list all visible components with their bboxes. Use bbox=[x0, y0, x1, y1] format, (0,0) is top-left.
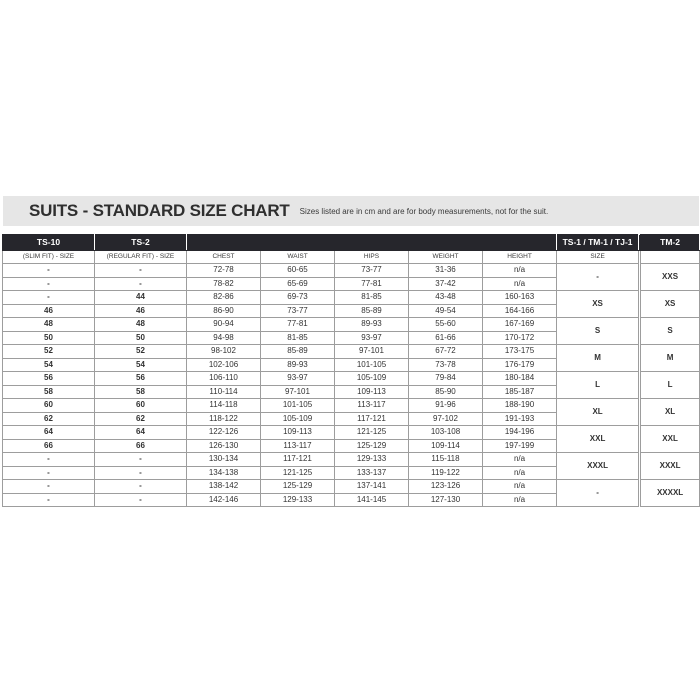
cell-ts2: - bbox=[95, 466, 187, 480]
cell-hips: 129-133 bbox=[335, 453, 409, 467]
cell-chest: 86-90 bbox=[187, 304, 261, 318]
cell-height: 191-193 bbox=[483, 412, 557, 426]
cell-tm2-size: M bbox=[641, 345, 700, 372]
cell-waist: 113-117 bbox=[261, 439, 335, 453]
cell-weight: 119-122 bbox=[409, 466, 483, 480]
cell-ts10: 58 bbox=[3, 385, 95, 399]
cell-weight: 67-72 bbox=[409, 345, 483, 359]
cell-waist: 109-113 bbox=[261, 426, 335, 440]
cell-hips: 117-121 bbox=[335, 412, 409, 426]
cell-height: 160-163 bbox=[483, 291, 557, 305]
cell-hips: 85-89 bbox=[335, 304, 409, 318]
cell-hips: 141-145 bbox=[335, 493, 409, 507]
cell-chest: 102-106 bbox=[187, 358, 261, 372]
cell-ts1-size: L bbox=[557, 372, 639, 399]
cell-hips: 105-109 bbox=[335, 372, 409, 386]
cell-hips: 109-113 bbox=[335, 385, 409, 399]
cell-height: 164-166 bbox=[483, 304, 557, 318]
cell-chest: 126-130 bbox=[187, 439, 261, 453]
cell-hips: 73-77 bbox=[335, 264, 409, 278]
cell-waist: 97-101 bbox=[261, 385, 335, 399]
cell-chest: 82-86 bbox=[187, 291, 261, 305]
sub-waist: WAIST bbox=[261, 251, 335, 264]
cell-hips: 101-105 bbox=[335, 358, 409, 372]
column-gap bbox=[639, 331, 641, 345]
cell-ts10: - bbox=[3, 291, 95, 305]
sub-height: HEIGHT bbox=[483, 251, 557, 264]
table-row bbox=[3, 426, 700, 440]
cell-hips: 81-85 bbox=[335, 291, 409, 305]
cell-height: n/a bbox=[483, 453, 557, 467]
cell-hips: 113-117 bbox=[335, 399, 409, 413]
cell-height: n/a bbox=[483, 466, 557, 480]
page-title: SUITS - STANDARD SIZE CHART bbox=[29, 201, 290, 220]
column-gap bbox=[639, 304, 641, 318]
cell-ts10: 66 bbox=[3, 439, 95, 453]
cell-ts2: - bbox=[95, 493, 187, 507]
cell-waist: 77-81 bbox=[261, 318, 335, 332]
table-row bbox=[3, 453, 700, 467]
cell-hips: 121-125 bbox=[335, 426, 409, 440]
cell-height: 167-169 bbox=[483, 318, 557, 332]
sub-hips: HIPS bbox=[335, 251, 409, 264]
cell-height: n/a bbox=[483, 264, 557, 278]
cell-ts1-size: - bbox=[557, 264, 639, 291]
cell-weight: 97-102 bbox=[409, 412, 483, 426]
cell-height: 180-184 bbox=[483, 372, 557, 386]
cell-height: 185-187 bbox=[483, 385, 557, 399]
col-ts2: TS-2 bbox=[95, 235, 187, 251]
title-note: Sizes listed are in cm and are for body measurements, not for the suit. bbox=[299, 206, 549, 216]
cell-weight: 85-90 bbox=[409, 385, 483, 399]
cell-height: 173-175 bbox=[483, 345, 557, 359]
table-row bbox=[3, 264, 700, 278]
cell-tm2-size: XXXL bbox=[641, 453, 700, 480]
cell-waist: 129-133 bbox=[261, 493, 335, 507]
cell-ts10: 54 bbox=[3, 358, 95, 372]
cell-height: 194-196 bbox=[483, 426, 557, 440]
column-gap bbox=[639, 277, 641, 291]
cell-weight: 127-130 bbox=[409, 493, 483, 507]
cell-ts1-size: XS bbox=[557, 291, 639, 318]
cell-weight: 37-42 bbox=[409, 277, 483, 291]
cell-height: 170-172 bbox=[483, 331, 557, 345]
cell-waist: 60-65 bbox=[261, 264, 335, 278]
col-measurements-header bbox=[187, 235, 557, 251]
cell-tm2-size: XL bbox=[641, 399, 700, 426]
cell-waist: 101-105 bbox=[261, 399, 335, 413]
cell-tm2-size: S bbox=[641, 318, 700, 345]
cell-ts10: 64 bbox=[3, 426, 95, 440]
cell-chest: 94-98 bbox=[187, 331, 261, 345]
cell-waist: 69-73 bbox=[261, 291, 335, 305]
cell-waist: 105-109 bbox=[261, 412, 335, 426]
cell-ts2: 66 bbox=[95, 439, 187, 453]
cell-weight: 109-114 bbox=[409, 439, 483, 453]
cell-ts2: 50 bbox=[95, 331, 187, 345]
cell-waist: 85-89 bbox=[261, 345, 335, 359]
cell-ts2: - bbox=[95, 453, 187, 467]
cell-height: 197-199 bbox=[483, 439, 557, 453]
cell-waist: 117-121 bbox=[261, 453, 335, 467]
cell-weight: 79-84 bbox=[409, 372, 483, 386]
cell-ts1-size: M bbox=[557, 345, 639, 372]
sub-ts2: (REGULAR FIT) - SIZE bbox=[95, 251, 187, 264]
cell-chest: 122-126 bbox=[187, 426, 261, 440]
col-ts10: TS-10 bbox=[3, 235, 95, 251]
cell-ts2: 56 bbox=[95, 372, 187, 386]
sub-ts10: (SLIM FIT) - SIZE bbox=[3, 251, 95, 264]
cell-ts10: 46 bbox=[3, 304, 95, 318]
cell-ts2: - bbox=[95, 264, 187, 278]
column-gap bbox=[639, 412, 641, 426]
sub-weight: WEIGHT bbox=[409, 251, 483, 264]
cell-ts10: - bbox=[3, 453, 95, 467]
cell-chest: 118-122 bbox=[187, 412, 261, 426]
cell-chest: 130-134 bbox=[187, 453, 261, 467]
cell-chest: 106-110 bbox=[187, 372, 261, 386]
cell-height: n/a bbox=[483, 480, 557, 494]
column-gap bbox=[639, 466, 641, 480]
cell-ts2: 46 bbox=[95, 304, 187, 318]
cell-tm2-size: XXL bbox=[641, 426, 700, 453]
cell-ts10: 60 bbox=[3, 399, 95, 413]
cell-waist: 81-85 bbox=[261, 331, 335, 345]
column-gap bbox=[639, 358, 641, 372]
cell-height: 188-190 bbox=[483, 399, 557, 413]
cell-ts10: 52 bbox=[3, 345, 95, 359]
cell-hips: 133-137 bbox=[335, 466, 409, 480]
cell-chest: 72-78 bbox=[187, 264, 261, 278]
cell-ts2: 64 bbox=[95, 426, 187, 440]
cell-weight: 43-48 bbox=[409, 291, 483, 305]
cell-ts10: - bbox=[3, 493, 95, 507]
cell-tm2-size: XXS bbox=[641, 264, 700, 291]
cell-ts10: 48 bbox=[3, 318, 95, 332]
cell-weight: 49-54 bbox=[409, 304, 483, 318]
cell-ts10: - bbox=[3, 480, 95, 494]
column-gap bbox=[639, 439, 641, 453]
cell-weight: 115-118 bbox=[409, 453, 483, 467]
cell-height: n/a bbox=[483, 277, 557, 291]
table-row bbox=[3, 345, 700, 359]
cell-ts2: 52 bbox=[95, 345, 187, 359]
cell-ts1-size: XXL bbox=[557, 426, 639, 453]
table-row bbox=[3, 318, 700, 332]
cell-ts10: 62 bbox=[3, 412, 95, 426]
cell-chest: 78-82 bbox=[187, 277, 261, 291]
col-ts1: TS-1 / TM-1 / TJ-1 bbox=[557, 235, 639, 251]
table-row bbox=[3, 480, 700, 494]
cell-ts2: 60 bbox=[95, 399, 187, 413]
cell-chest: 138-142 bbox=[187, 480, 261, 494]
cell-tm2-size: XXXXL bbox=[641, 480, 700, 507]
column-gap bbox=[639, 385, 641, 399]
cell-ts2: - bbox=[95, 480, 187, 494]
cell-ts10: - bbox=[3, 466, 95, 480]
cell-ts10: - bbox=[3, 264, 95, 278]
cell-ts2: 62 bbox=[95, 412, 187, 426]
cell-hips: 93-97 bbox=[335, 331, 409, 345]
size-chart-table bbox=[2, 234, 700, 507]
cell-chest: 90-94 bbox=[187, 318, 261, 332]
cell-ts2: - bbox=[95, 277, 187, 291]
cell-waist: 93-97 bbox=[261, 372, 335, 386]
cell-chest: 142-146 bbox=[187, 493, 261, 507]
cell-weight: 31-36 bbox=[409, 264, 483, 278]
cell-ts2: 44 bbox=[95, 291, 187, 305]
col-tm2: TM-2 bbox=[641, 235, 700, 251]
cell-ts1-size: XL bbox=[557, 399, 639, 426]
cell-height: 176-179 bbox=[483, 358, 557, 372]
cell-hips: 137-141 bbox=[335, 480, 409, 494]
cell-ts2: 48 bbox=[95, 318, 187, 332]
cell-weight: 73-78 bbox=[409, 358, 483, 372]
cell-ts10: 50 bbox=[3, 331, 95, 345]
cell-tm2-size: L bbox=[641, 372, 700, 399]
cell-height: n/a bbox=[483, 493, 557, 507]
cell-hips: 89-93 bbox=[335, 318, 409, 332]
cell-weight: 123-126 bbox=[409, 480, 483, 494]
cell-ts2: 54 bbox=[95, 358, 187, 372]
table-row bbox=[3, 399, 700, 413]
cell-waist: 89-93 bbox=[261, 358, 335, 372]
cell-ts1-size: S bbox=[557, 318, 639, 345]
cell-ts1-size: - bbox=[557, 480, 639, 507]
column-gap bbox=[639, 493, 641, 507]
subheader-row bbox=[3, 251, 700, 264]
cell-ts10: - bbox=[3, 277, 95, 291]
cell-weight: 91-96 bbox=[409, 399, 483, 413]
title-bar bbox=[3, 196, 699, 226]
cell-hips: 125-129 bbox=[335, 439, 409, 453]
cell-chest: 134-138 bbox=[187, 466, 261, 480]
cell-waist: 121-125 bbox=[261, 466, 335, 480]
cell-weight: 55-60 bbox=[409, 318, 483, 332]
cell-waist: 73-77 bbox=[261, 304, 335, 318]
cell-waist: 125-129 bbox=[261, 480, 335, 494]
cell-ts2: 58 bbox=[95, 385, 187, 399]
cell-ts10: 56 bbox=[3, 372, 95, 386]
table-row bbox=[3, 291, 700, 305]
sub-size: SIZE bbox=[557, 251, 639, 264]
cell-chest: 110-114 bbox=[187, 385, 261, 399]
sub-chest: CHEST bbox=[187, 251, 261, 264]
cell-ts1-size: XXXL bbox=[557, 453, 639, 480]
header-row bbox=[3, 235, 700, 251]
cell-waist: 65-69 bbox=[261, 277, 335, 291]
cell-weight: 103-108 bbox=[409, 426, 483, 440]
table-row bbox=[3, 372, 700, 386]
cell-weight: 61-66 bbox=[409, 331, 483, 345]
cell-hips: 77-81 bbox=[335, 277, 409, 291]
cell-hips: 97-101 bbox=[335, 345, 409, 359]
cell-tm2-size: XS bbox=[641, 291, 700, 318]
cell-chest: 98-102 bbox=[187, 345, 261, 359]
cell-chest: 114-118 bbox=[187, 399, 261, 413]
sub-tm2-blank bbox=[641, 251, 700, 264]
